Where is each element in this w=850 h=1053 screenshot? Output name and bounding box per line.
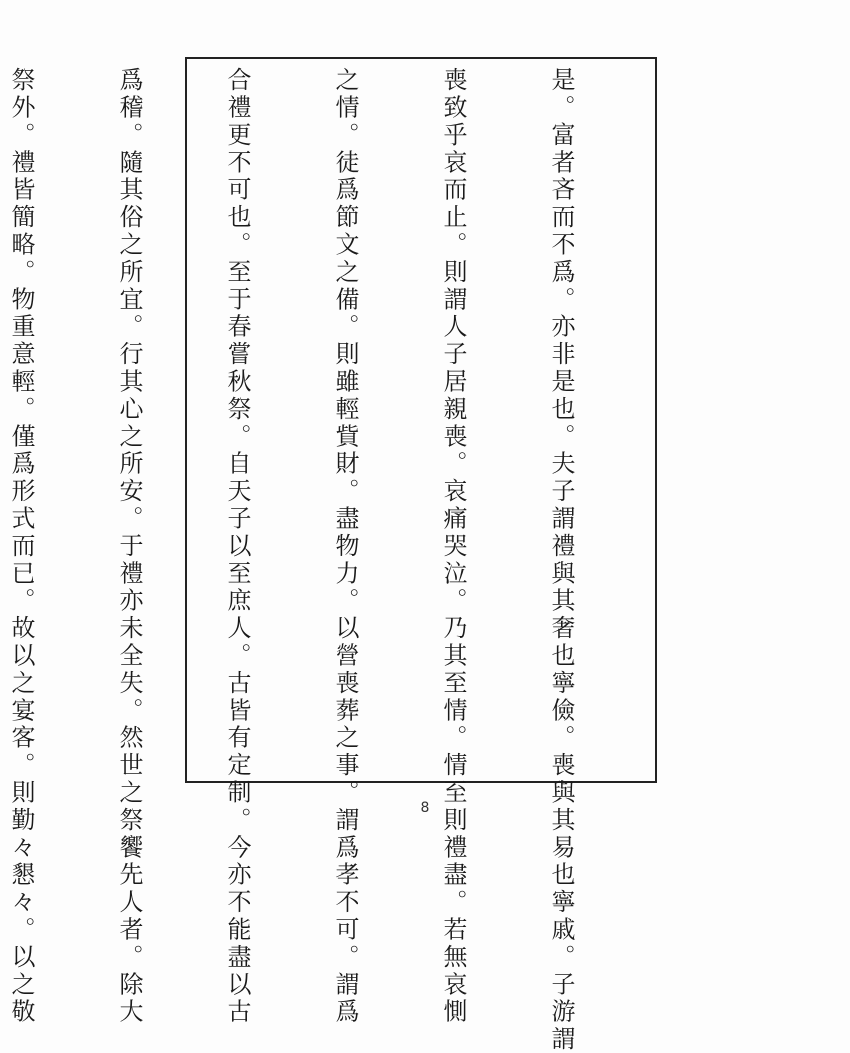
text-column-6: 祭外。禮皆簡略。物重意輕。僅爲形式而已。故以之宴客。則勤々懇々。以之敬 bbox=[7, 67, 35, 1026]
vertical-text-body bbox=[7, 67, 651, 1053]
text-column-4: 合禮更不可也。至于春嘗秋祭。自天子以至庶人。古皆有定制。今亦不能盡以古 bbox=[223, 67, 251, 1026]
text-column-5: 爲稽。隨其俗之所宜。行其心之所安。于禮亦未全失。然世之祭饗先人者。除大 bbox=[115, 67, 143, 1026]
page-number: 8 bbox=[420, 800, 430, 816]
text-column-2: 喪致乎哀而止。則謂人子居親喪。哀痛哭泣。乃其至情。情至則禮盡。若無哀惻 bbox=[439, 67, 467, 1026]
text-frame bbox=[7, 57, 657, 1053]
text-column-1: 是。富者吝而不爲。亦非是也。夫子謂禮與其奢也寧儉。喪與其易也寧戚。子游謂 bbox=[547, 67, 575, 1053]
text-column-3: 之情。徒爲節文之備。則雖輕貲財。盡物力。以營喪葬之事。謂爲孝不可。謂爲 bbox=[331, 67, 359, 1026]
